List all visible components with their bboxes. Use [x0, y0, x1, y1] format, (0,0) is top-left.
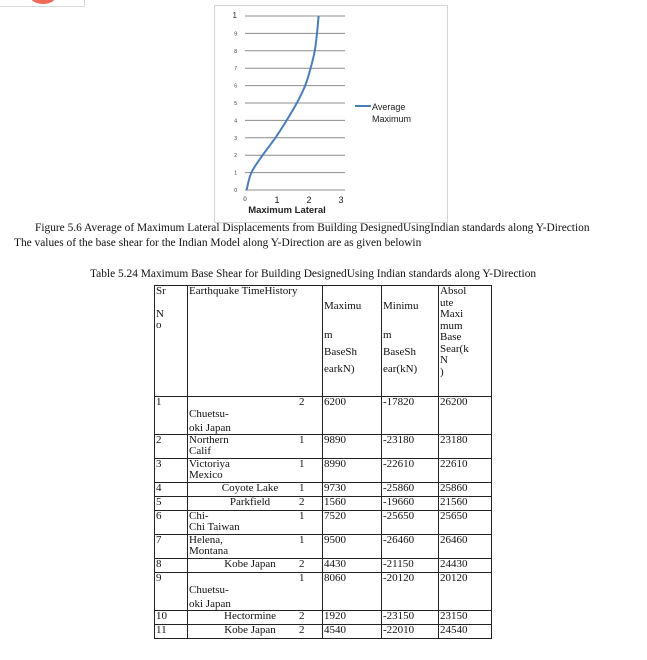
record-number: 2 — [299, 610, 305, 622]
table-row — [155, 611, 492, 625]
y-tick-label: 0 — [234, 188, 237, 194]
table-row — [155, 483, 492, 497]
header-sr-line: Sr — [156, 285, 166, 297]
header-max-line: m — [324, 329, 333, 341]
header-abs-line: Absol — [440, 285, 467, 297]
earthquake-name — [189, 535, 299, 557]
table-row — [155, 535, 492, 559]
earthquake-name-wrap — [189, 397, 321, 434]
earthquake-name-wrap — [189, 573, 321, 610]
cell-sr: 8 — [155, 559, 188, 573]
earthquake-name-line: Coyote Lake — [221, 482, 279, 494]
header-max-line: Maximu — [324, 300, 362, 312]
cell-max: 4430 — [323, 559, 382, 573]
cell-abs: 23150 — [439, 611, 492, 625]
earthquake-name — [189, 483, 299, 494]
cell-min: -20120 — [382, 573, 439, 611]
cell-min: -25650 — [382, 511, 439, 535]
y-tick-label: 3 — [234, 135, 237, 142]
header-max — [323, 286, 382, 397]
earthquake-name-line: oki Japan — [189, 598, 231, 610]
header-min-line: ear(kN) — [383, 363, 418, 375]
cell-earthquake — [188, 559, 323, 573]
earthquake-name-line: Helena, — [189, 534, 223, 546]
record-number: 1 — [299, 572, 305, 584]
earthquake-name-line: Kobe Japan — [224, 624, 276, 636]
table-row — [155, 511, 492, 535]
earthquake-name-wrap — [189, 483, 321, 494]
cell-abs: 26460 — [439, 535, 492, 559]
earthquake-name-line: Kobe Japan — [224, 558, 276, 570]
earthquake-name-line: Hectormine — [224, 610, 276, 622]
cell-sr: 9 — [155, 573, 188, 611]
intro-text: The values of the base shear for the Indian Model along Y-Direction are as given belowin — [14, 237, 422, 249]
earthquake-name — [189, 559, 299, 570]
cell-sr: 10 — [155, 611, 188, 625]
cell-max: 1920 — [323, 611, 382, 625]
table-row — [155, 625, 492, 639]
earthquake-name-line: Northern — [189, 434, 229, 446]
earthquake-name-line: oki Japan — [189, 422, 231, 434]
earthquake-name-line: Calif — [189, 445, 211, 457]
cell-min: -21150 — [382, 559, 439, 573]
cell-abs: 26200 — [439, 397, 492, 435]
earthquake-name-line: Mexico — [189, 469, 223, 481]
cell-max: 9500 — [323, 535, 382, 559]
earthquake-name-line: Chi- — [189, 510, 209, 522]
table-row — [155, 497, 492, 511]
table-row — [155, 559, 492, 573]
header-sr-line: N — [156, 308, 164, 320]
chart-svg — [215, 6, 447, 222]
earthquake-name-line: Montana — [189, 545, 229, 557]
y-tick-label: 6 — [234, 83, 237, 90]
header-min-line: Minimu — [383, 300, 419, 312]
header-abs-line: Base — [440, 331, 462, 343]
earthquake-name — [189, 435, 299, 457]
earthquake-name-line: Chuetsu- — [189, 408, 229, 420]
legend-label: Maximum — [372, 114, 412, 124]
cell-abs: 22610 — [439, 459, 492, 483]
cell-abs: 20120 — [439, 573, 492, 611]
header-abs-line: N — [440, 354, 448, 366]
record-number: 1 — [299, 434, 305, 446]
cell-min: -19660 — [382, 497, 439, 511]
cell-min: -23180 — [382, 435, 439, 459]
cell-earthquake — [188, 573, 323, 611]
cell-earthquake — [188, 483, 323, 497]
earthquake-name-wrap — [189, 535, 321, 557]
earthquake-name — [189, 625, 299, 636]
cell-earthquake — [188, 535, 323, 559]
cell-abs: 21560 — [439, 497, 492, 511]
cell-sr: 4 — [155, 483, 188, 497]
cell-sr: 5 — [155, 497, 188, 511]
figure-caption: Figure 5.6 Average of Maximum Lateral Displacements from Building DesignedUsingIndian standards along Y-Direction — [35, 222, 590, 234]
cell-max: 9890 — [323, 435, 382, 459]
cell-sr: 11 — [155, 625, 188, 639]
x-tick-label: 2 — [306, 195, 312, 205]
cell-min: -22010 — [382, 625, 439, 639]
x-tick-label: 0 — [243, 197, 247, 203]
table-title: Table 5.24 Maximum Base Shear for Building DesignedUsing Indian standards along Y-Direction — [90, 268, 537, 280]
table-row — [155, 573, 492, 611]
x-tick-label: 1 — [274, 195, 280, 205]
cell-sr: 3 — [155, 459, 188, 483]
record-number: 1 — [299, 534, 305, 546]
earthquake-name — [189, 573, 299, 610]
cell-max: 8990 — [323, 459, 382, 483]
earthquake-name-line: Parkfield — [229, 496, 271, 508]
cell-abs: 24430 — [439, 559, 492, 573]
earthquake-name-line: Victoriya — [189, 458, 230, 470]
cell-min: -23150 — [382, 611, 439, 625]
x-tick-label: 3 — [338, 195, 344, 205]
cell-min: -26460 — [382, 535, 439, 559]
earthquake-name-wrap — [189, 459, 321, 481]
legend-label: Average — [372, 102, 406, 112]
earthquake-name-wrap — [189, 511, 321, 533]
record-number: 2 — [299, 624, 305, 636]
y-tick-label: 1 — [232, 11, 237, 20]
cell-sr: 7 — [155, 535, 188, 559]
header-earthquake: Earthquake TimeHistory — [188, 286, 323, 397]
earthquake-name — [189, 397, 299, 434]
earthquake-name — [189, 497, 299, 508]
table-row — [155, 459, 492, 483]
header-max-line: earkN) — [324, 363, 355, 375]
record-number: 2 — [299, 496, 305, 508]
cell-earthquake — [188, 397, 323, 435]
cell-earthquake — [188, 611, 323, 625]
y-tick-label: 2 — [234, 153, 237, 160]
x-axis-label: Maximum Lateral — [248, 205, 326, 216]
earthquake-name-line: Chi Taiwan — [189, 521, 240, 533]
cell-max: 8060 — [323, 573, 382, 611]
cell-min: -22610 — [382, 459, 439, 483]
record-number: 1 — [299, 458, 305, 470]
cell-earthquake — [188, 625, 323, 639]
y-tick-label: 4 — [234, 118, 237, 125]
cell-abs: 25650 — [439, 511, 492, 535]
record-number: 1 — [299, 482, 305, 494]
y-tick-label: 5 — [234, 101, 237, 107]
earthquake-name — [189, 459, 299, 481]
cell-abs: 23180 — [439, 435, 492, 459]
cell-max: 9730 — [323, 483, 382, 497]
header-logo-fragment — [0, 0, 85, 7]
cell-sr: 6 — [155, 511, 188, 535]
cell-max: 4540 — [323, 625, 382, 639]
y-tick-label: 7 — [234, 66, 237, 73]
header-abs-line: ) — [440, 365, 444, 378]
cell-sr: 1 — [155, 397, 188, 435]
displacement-chart — [214, 5, 448, 223]
earthquake-name-wrap — [189, 611, 321, 622]
earthquake-name-line: Chuetsu- — [189, 584, 229, 596]
cell-sr: 2 — [155, 435, 188, 459]
logo-red-mark — [30, 0, 56, 4]
record-number: 2 — [299, 396, 305, 408]
earthquake-name-wrap — [189, 625, 321, 636]
cell-earthquake — [188, 497, 323, 511]
header-abs — [439, 286, 492, 397]
header-max-line: BaseSh — [324, 346, 357, 358]
record-number: 2 — [299, 558, 305, 570]
header-min-line: BaseSh — [383, 346, 416, 358]
table-row — [155, 435, 492, 459]
cell-max: 1560 — [323, 497, 382, 511]
earthquake-name-wrap — [189, 559, 321, 570]
header-abs-line: ute — [440, 296, 454, 309]
cell-earthquake — [188, 435, 323, 459]
header-min-line: m — [383, 329, 392, 341]
cell-abs: 24540 — [439, 625, 492, 639]
cell-max: 7520 — [323, 511, 382, 535]
table-row — [155, 397, 492, 435]
cell-min: -25860 — [382, 483, 439, 497]
earthquake-name-wrap — [189, 497, 321, 508]
y-tick-label: 9 — [234, 31, 237, 38]
y-tick-label: 8 — [234, 48, 237, 55]
y-tick-label: 1 — [234, 170, 237, 177]
record-number: 1 — [299, 510, 305, 522]
earthquake-name — [189, 611, 299, 622]
header-abs-line: mum — [440, 319, 463, 332]
header-sr — [155, 286, 188, 397]
header-abs-line: Sear(k — [440, 342, 469, 355]
earthquake-name-wrap — [189, 435, 321, 457]
cell-min: -17820 — [382, 397, 439, 435]
cell-max: 6200 — [323, 397, 382, 435]
cell-abs: 25860 — [439, 483, 492, 497]
header-sr-line: o — [156, 319, 162, 331]
header-min — [382, 286, 439, 397]
table-header-row — [155, 286, 492, 397]
cell-earthquake — [188, 459, 323, 483]
base-shear-table — [154, 285, 492, 639]
header-abs-line: Maxi — [440, 308, 464, 320]
earthquake-name — [189, 511, 299, 533]
cell-earthquake — [188, 511, 323, 535]
